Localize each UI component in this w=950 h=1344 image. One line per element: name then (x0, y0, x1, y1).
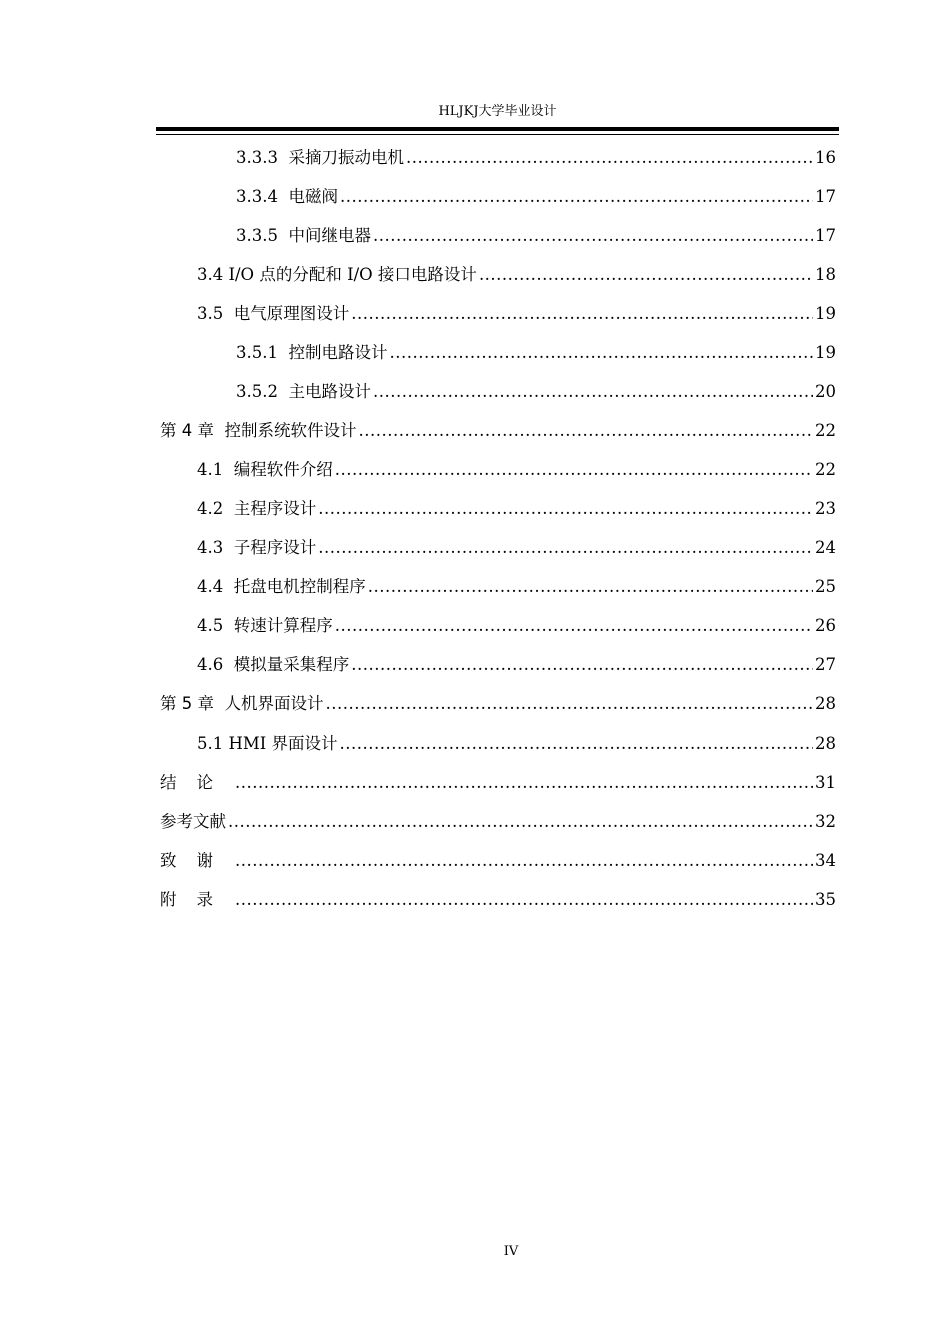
toc-entry[interactable] (197, 651, 836, 675)
toc-entry-label: 3.3.5 中间继电器 (236, 226, 371, 245)
page-header-title: HLJKJ大学毕业设计 (438, 104, 557, 119)
toc-entry[interactable] (197, 456, 836, 480)
toc-entry-page: 28 (815, 734, 836, 753)
toc-leader-dots (228, 812, 813, 832)
toc-leader-dots (318, 538, 813, 558)
toc-entry-label: 结论 (160, 773, 233, 792)
toc-leader-dots (325, 694, 813, 714)
toc-chapter-entry[interactable] (160, 769, 836, 793)
toc-chapter-entry[interactable] (160, 417, 836, 441)
toc-entry-page: 28 (815, 694, 836, 713)
toc-chapter-entry[interactable] (160, 690, 836, 714)
toc-leader-dots (235, 773, 813, 793)
toc-leader-dots (340, 734, 813, 754)
toc-entry-page: 34 (815, 851, 836, 870)
toc-entry-page: 19 (815, 304, 836, 323)
toc-entry-page: 26 (815, 616, 836, 635)
toc-leader-dots (479, 265, 813, 285)
toc-leader-dots (351, 304, 813, 324)
toc-entry-label: 第 4 章 控制系统软件设计 (160, 421, 357, 440)
toc-entry-label: 3.3.3 采摘刀振动电机 (236, 148, 404, 167)
toc-entry-page: 25 (815, 577, 836, 596)
toc-entry-label: 3.5.2 主电路设计 (236, 382, 371, 401)
toc-entry-page: 31 (815, 773, 836, 792)
toc-leader-dots (368, 577, 813, 597)
toc-entry-label: 4.1 编程软件介绍 (197, 460, 333, 479)
toc-leader-dots (389, 343, 813, 363)
toc-entry[interactable] (197, 261, 836, 285)
toc-leader-dots (340, 187, 813, 207)
toc-leader-dots (318, 499, 813, 519)
toc-leader-dots (335, 460, 813, 480)
toc-entry-page: 27 (815, 655, 836, 674)
header-rule-thick (156, 127, 839, 131)
toc-entry[interactable] (236, 144, 836, 168)
toc-entry-label: 3.5 电气原理图设计 (197, 304, 350, 323)
toc-entry-label: 5.1 HMI 界面设计 (197, 734, 338, 753)
toc-entry-label: 4.4 托盘电机控制程序 (197, 577, 366, 596)
toc-entry-label: 3.4 I/O 点的分配和 I/O 接口电路设计 (197, 265, 477, 284)
toc-chapter-entry[interactable] (160, 808, 836, 832)
toc-entry-page: 20 (815, 382, 836, 401)
toc-entry-page: 22 (815, 421, 836, 440)
toc-leader-dots (235, 851, 813, 871)
toc-leader-dots (406, 148, 813, 168)
toc-entry-label: 参考文献 (160, 812, 226, 831)
toc-entry[interactable] (197, 730, 836, 754)
toc-leader-dots (235, 890, 813, 910)
toc-entry-page: 17 (815, 187, 836, 206)
toc-entry-page: 35 (815, 890, 836, 909)
toc-entry-page: 22 (815, 460, 836, 479)
toc-entry-label: 3.3.4 电磁阀 (236, 187, 338, 206)
toc-entry-label: 3.5.1 控制电路设计 (236, 343, 388, 362)
toc-entry[interactable] (197, 495, 836, 519)
toc-entry-label: 4.5 转速计算程序 (197, 616, 333, 635)
toc-leader-dots (335, 616, 813, 636)
toc-entry-label: 4.6 模拟量采集程序 (197, 655, 350, 674)
toc-leader-dots (373, 226, 813, 246)
toc-chapter-entry[interactable] (160, 847, 836, 871)
toc-entry-label: 4.3 子程序设计 (197, 538, 317, 557)
toc-leader-dots (373, 382, 813, 402)
toc-entry-page: 16 (815, 148, 836, 167)
toc-entry[interactable] (197, 573, 836, 597)
toc-entry-page: 18 (815, 265, 836, 284)
toc-leader-dots (351, 655, 813, 675)
toc-leader-dots (358, 421, 813, 441)
header-rule-thin (156, 134, 839, 135)
toc-entry-page: 32 (815, 812, 836, 831)
toc-entry-label: 第 5 章 人机界面设计 (160, 694, 324, 713)
toc-entry-label: 附录 (160, 890, 233, 909)
toc-entry-page: 23 (815, 499, 836, 518)
toc-entry[interactable] (197, 612, 836, 636)
toc-entry-page: 24 (815, 538, 836, 557)
toc-entry-page: 19 (815, 343, 836, 362)
toc-entry[interactable] (236, 339, 836, 363)
toc-entry[interactable] (197, 534, 836, 558)
toc-entry[interactable] (236, 378, 836, 402)
page-number: IV (503, 1244, 519, 1259)
toc-chapter-entry[interactable] (160, 886, 836, 910)
toc-entry-label: 致谢 (160, 851, 233, 870)
toc-entry[interactable] (236, 183, 836, 207)
toc-entry[interactable] (197, 300, 836, 324)
toc-entry-page: 17 (815, 226, 836, 245)
toc-entry-label: 4.2 主程序设计 (197, 499, 317, 518)
toc-entry[interactable] (236, 222, 836, 246)
